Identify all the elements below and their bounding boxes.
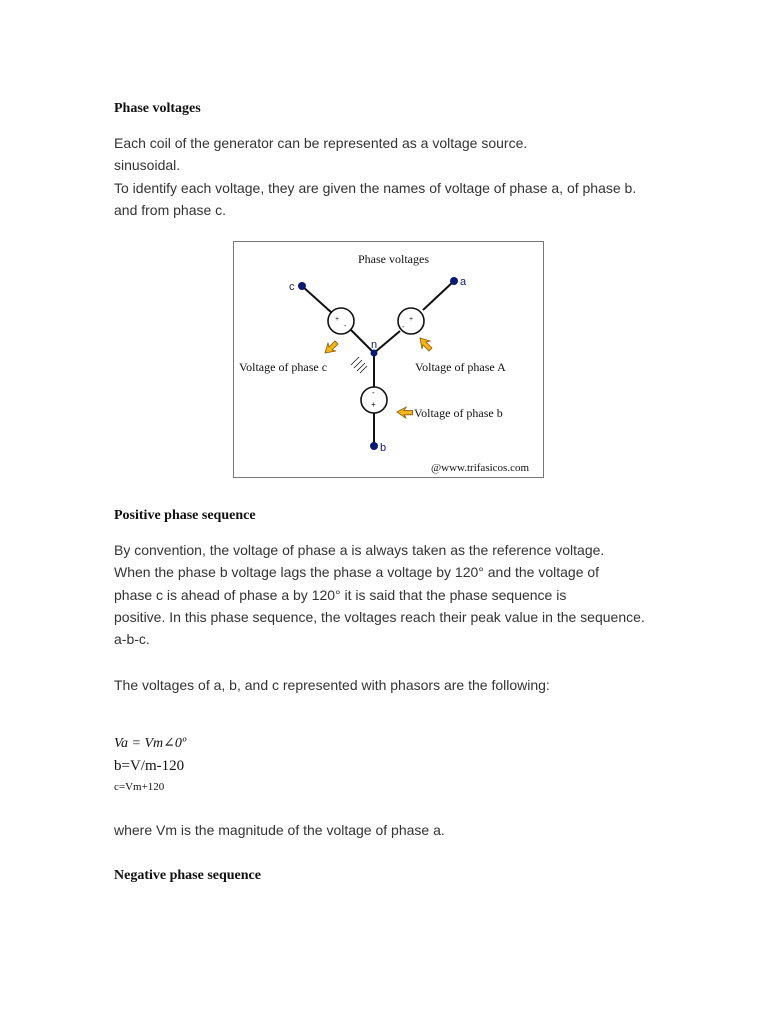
source-b-plus: +	[371, 400, 376, 409]
label-voltage-phase-c: Voltage of phase c	[239, 360, 328, 374]
section-heading-positive-sequence: Positive phase sequence	[114, 508, 256, 523]
positive-sequence-paragraph	[114, 539, 645, 650]
paragraph-line: By convention, the voltage of phase a is always taken as the reference voltage.	[114, 542, 605, 558]
node-a	[450, 277, 458, 285]
phase-voltages-paragraph	[114, 132, 636, 221]
node-c	[298, 282, 306, 290]
where-vm-text: where Vm is the magnitude of the voltage of phase a.	[114, 822, 445, 838]
section-heading-phase-voltages: Phase voltages	[114, 101, 201, 116]
equation-vc: c=Vm+120	[114, 781, 165, 793]
arrow-phase-a-icon	[420, 338, 432, 351]
paragraph-line: When the phase b voltage lags the phase a voltage by 120° and the voltage of	[114, 564, 600, 581]
paragraph-line: and from phase c.	[114, 201, 227, 218]
paragraph-line: a-b-c.	[114, 631, 150, 648]
node-c-label: c	[289, 281, 295, 293]
wire-a	[423, 281, 454, 310]
voltage-source-c	[328, 308, 354, 334]
wire-a-n	[374, 331, 400, 353]
equation-vb: b=V/m-120	[114, 758, 185, 774]
label-voltage-phase-a: Voltage of phase A	[415, 360, 506, 374]
source-c-plus: +	[335, 316, 340, 323]
paragraph-line: To identify each voltage, they are given the names of voltage of phase a, of phase b.	[114, 179, 637, 196]
ground-hatch-icon	[351, 357, 367, 373]
source-a-plus: +	[409, 316, 414, 323]
equation-va: Va = Vm∠0º	[114, 736, 187, 751]
phasor-intro-text: The voltages of a, b, and c represented with phasors are the following:	[114, 677, 550, 693]
label-voltage-phase-b: Voltage of phase b	[414, 406, 503, 420]
arrow-phase-b-icon	[397, 404, 415, 422]
source-b-minus: -	[372, 388, 375, 397]
diagram-watermark: @www.trifasicos.com	[431, 462, 530, 474]
node-b	[370, 442, 378, 450]
section-heading-negative-sequence: Negative phase sequence	[114, 868, 261, 883]
source-a-minus: -	[402, 324, 405, 331]
source-c-minus: -	[344, 323, 347, 330]
paragraph-line: phase c is ahead of phase a by 120° it is said that the phase sequence is	[114, 586, 567, 603]
node-n-label: n	[371, 339, 378, 351]
diagram-title: Phase voltages	[358, 252, 429, 266]
paragraph-line: sinusoidal.	[114, 157, 181, 174]
node-a-label: a	[460, 276, 467, 288]
phase-voltages-diagram	[233, 241, 544, 478]
paragraph-line: Each coil of the generator can be represented as a voltage source.	[114, 135, 528, 151]
wire-c	[302, 286, 332, 313]
node-b-label: b	[380, 442, 387, 454]
arrow-phase-c-icon	[325, 341, 338, 353]
paragraph-line: positive. In this phase sequence, the voltages reach their peak value in the sequence.	[114, 608, 645, 625]
